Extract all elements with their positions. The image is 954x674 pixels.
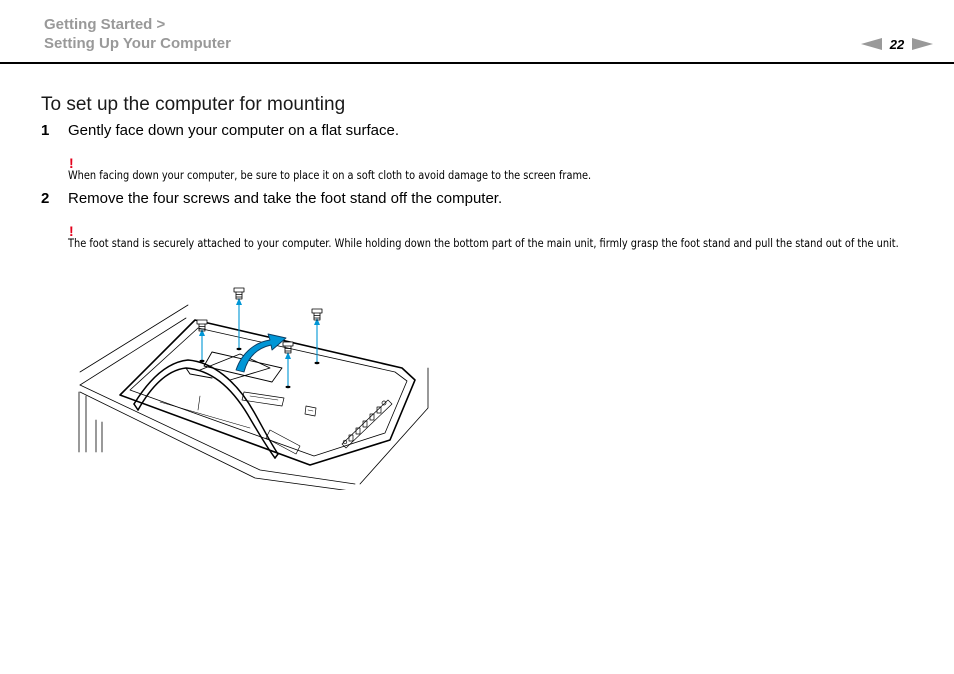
lift-arrow bbox=[236, 334, 286, 372]
foot-stand bbox=[134, 360, 278, 458]
step-text: Remove the four screws and take the foot stand off the computer. bbox=[68, 190, 503, 207]
screw-icon bbox=[234, 288, 244, 299]
warning-note: The foot stand is securely attached to your computer. While holding down the bottom part of the main unit, firmly grasp the foot stand and pull the stand out of the unit. bbox=[68, 236, 899, 250]
header-divider bbox=[0, 62, 954, 64]
step-text: Gently face down your computer on a flat surface. bbox=[68, 122, 400, 139]
page-number: 22 bbox=[889, 37, 905, 52]
warning-icon: ! bbox=[69, 223, 74, 239]
breadcrumb-setting-up[interactable]: Setting Up Your Computer bbox=[44, 35, 231, 52]
triangle-right-icon[interactable] bbox=[912, 37, 933, 51]
screw-holes bbox=[200, 348, 320, 388]
screw-icon bbox=[312, 309, 322, 320]
breadcrumb-getting-started[interactable]: Getting Started > bbox=[44, 16, 166, 33]
section-title: To set up the computer for mounting bbox=[41, 94, 346, 115]
step-number: 1 bbox=[41, 122, 50, 139]
step-number: 2 bbox=[41, 190, 50, 207]
warning-icon: ! bbox=[69, 155, 74, 171]
warning-note: When facing down your computer, be sure to place it on a soft cloth to avoid damage to the screen frame. bbox=[68, 168, 592, 182]
port-panel bbox=[342, 400, 392, 448]
foot-stand-removal-illustration bbox=[70, 280, 440, 490]
triangle-left-icon[interactable] bbox=[861, 37, 882, 51]
